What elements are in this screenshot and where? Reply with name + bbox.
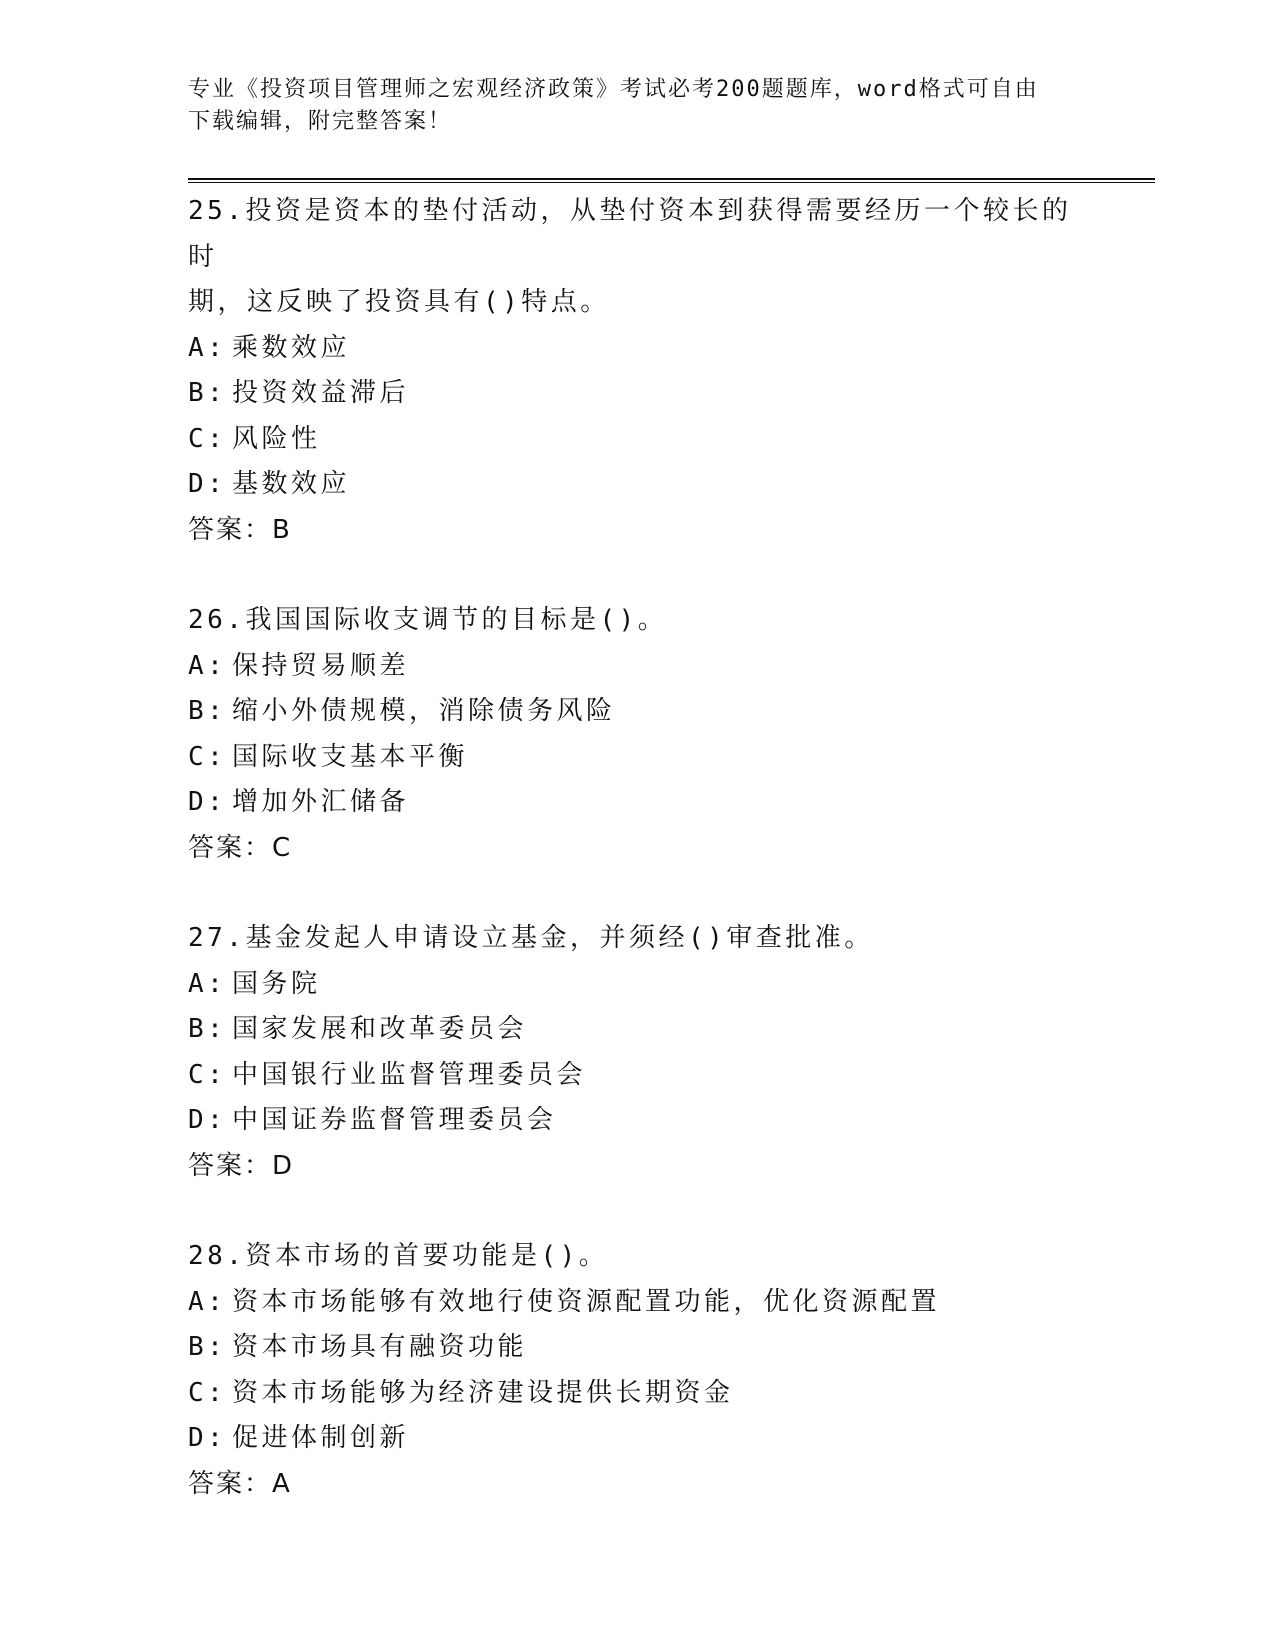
option-text: 资本市场能够有效地行使资源配置功能，优化资源配置 bbox=[232, 1286, 941, 1317]
option-text: 促进体制创新 bbox=[232, 1423, 410, 1453]
option-letter: C: bbox=[188, 741, 227, 772]
option-text: 缩小外债规模，消除债务风险 bbox=[232, 696, 616, 726]
option-a bbox=[188, 644, 1088, 690]
header-line-2: 下载编辑，附完整答案！ bbox=[188, 109, 453, 134]
question-list bbox=[188, 189, 1088, 1552]
option-letter: C: bbox=[188, 1059, 227, 1090]
option-c bbox=[188, 735, 1088, 781]
header-double-rule bbox=[188, 178, 1155, 183]
option-letter: B: bbox=[188, 696, 227, 726]
header-line-1: 专业《投资项目管理师之宏观经济政策》考试必考200题题库，word格式可自由 bbox=[188, 77, 1039, 102]
option-c bbox=[188, 1053, 1088, 1099]
option-d bbox=[188, 1098, 1088, 1144]
option-text: 中国证券监督管理委员会 bbox=[232, 1105, 557, 1135]
option-letter: D: bbox=[188, 1105, 227, 1135]
option-d bbox=[188, 780, 1088, 826]
question-25 bbox=[188, 189, 1088, 553]
option-text: 中国银行业监督管理委员会 bbox=[232, 1059, 587, 1090]
question-stem bbox=[188, 598, 1088, 644]
option-letter: A: bbox=[188, 650, 227, 681]
option-text: 国际收支基本平衡 bbox=[232, 741, 469, 772]
option-text: 资本市场具有融资功能 bbox=[232, 1332, 528, 1362]
option-c bbox=[188, 417, 1088, 463]
document-header bbox=[188, 74, 1088, 138]
option-b bbox=[188, 689, 1088, 735]
option-b bbox=[188, 371, 1088, 417]
option-text: 乘数效应 bbox=[232, 332, 351, 363]
option-a bbox=[188, 962, 1088, 1008]
question-stem-line: 28.资本市场的首要功能是()。 bbox=[188, 1241, 609, 1271]
option-text: 国家发展和改革委员会 bbox=[232, 1014, 528, 1044]
option-a bbox=[188, 1280, 1088, 1326]
option-text: 增加外汇储备 bbox=[232, 787, 410, 817]
answer-line: 答案：C bbox=[188, 832, 293, 863]
question-stem-line: 期，这反映了投资具有()特点。 bbox=[188, 287, 610, 317]
option-text: 风险性 bbox=[232, 423, 321, 454]
option-d bbox=[188, 462, 1088, 508]
option-letter: B: bbox=[188, 1014, 227, 1044]
answer-line: 答案：B bbox=[188, 514, 292, 545]
option-letter: B: bbox=[188, 1332, 227, 1362]
question-stem bbox=[188, 189, 1088, 326]
question-26 bbox=[188, 598, 1088, 871]
option-text: 保持贸易顺差 bbox=[232, 650, 410, 681]
option-text: 投资效益滞后 bbox=[232, 378, 410, 408]
option-d bbox=[188, 1416, 1088, 1462]
question-stem bbox=[188, 916, 1088, 962]
option-letter: B: bbox=[188, 378, 227, 408]
option-text: 资本市场能够为经济建设提供长期资金 bbox=[232, 1377, 734, 1408]
option-letter: A: bbox=[188, 1286, 227, 1317]
question-stem-line: 26.我国国际收支调节的目标是()。 bbox=[188, 605, 668, 635]
option-letter: D: bbox=[188, 469, 227, 499]
answer-line: 答案：D bbox=[188, 1150, 295, 1181]
option-letter: D: bbox=[188, 1423, 227, 1453]
option-a bbox=[188, 326, 1088, 372]
answer-line: 答案：A bbox=[188, 1468, 292, 1499]
option-letter: C: bbox=[188, 423, 227, 454]
question-stem bbox=[188, 1234, 1088, 1280]
option-letter: C: bbox=[188, 1377, 227, 1408]
option-b bbox=[188, 1325, 1088, 1371]
question-stem-line: 25.投资是资本的垫付活动，从垫付资本到获得需要经历一个较长的时 bbox=[188, 196, 1072, 272]
option-letter: A: bbox=[188, 332, 227, 363]
option-letter: D: bbox=[188, 787, 227, 817]
option-text: 基数效应 bbox=[232, 469, 351, 499]
option-c bbox=[188, 1371, 1088, 1417]
option-b bbox=[188, 1007, 1088, 1053]
option-text: 国务院 bbox=[232, 968, 321, 999]
option-letter: A: bbox=[188, 968, 227, 999]
question-28 bbox=[188, 1234, 1088, 1507]
question-stem-line: 27.基金发起人申请设立基金，并须经()审查批准。 bbox=[188, 923, 874, 953]
question-27 bbox=[188, 916, 1088, 1189]
